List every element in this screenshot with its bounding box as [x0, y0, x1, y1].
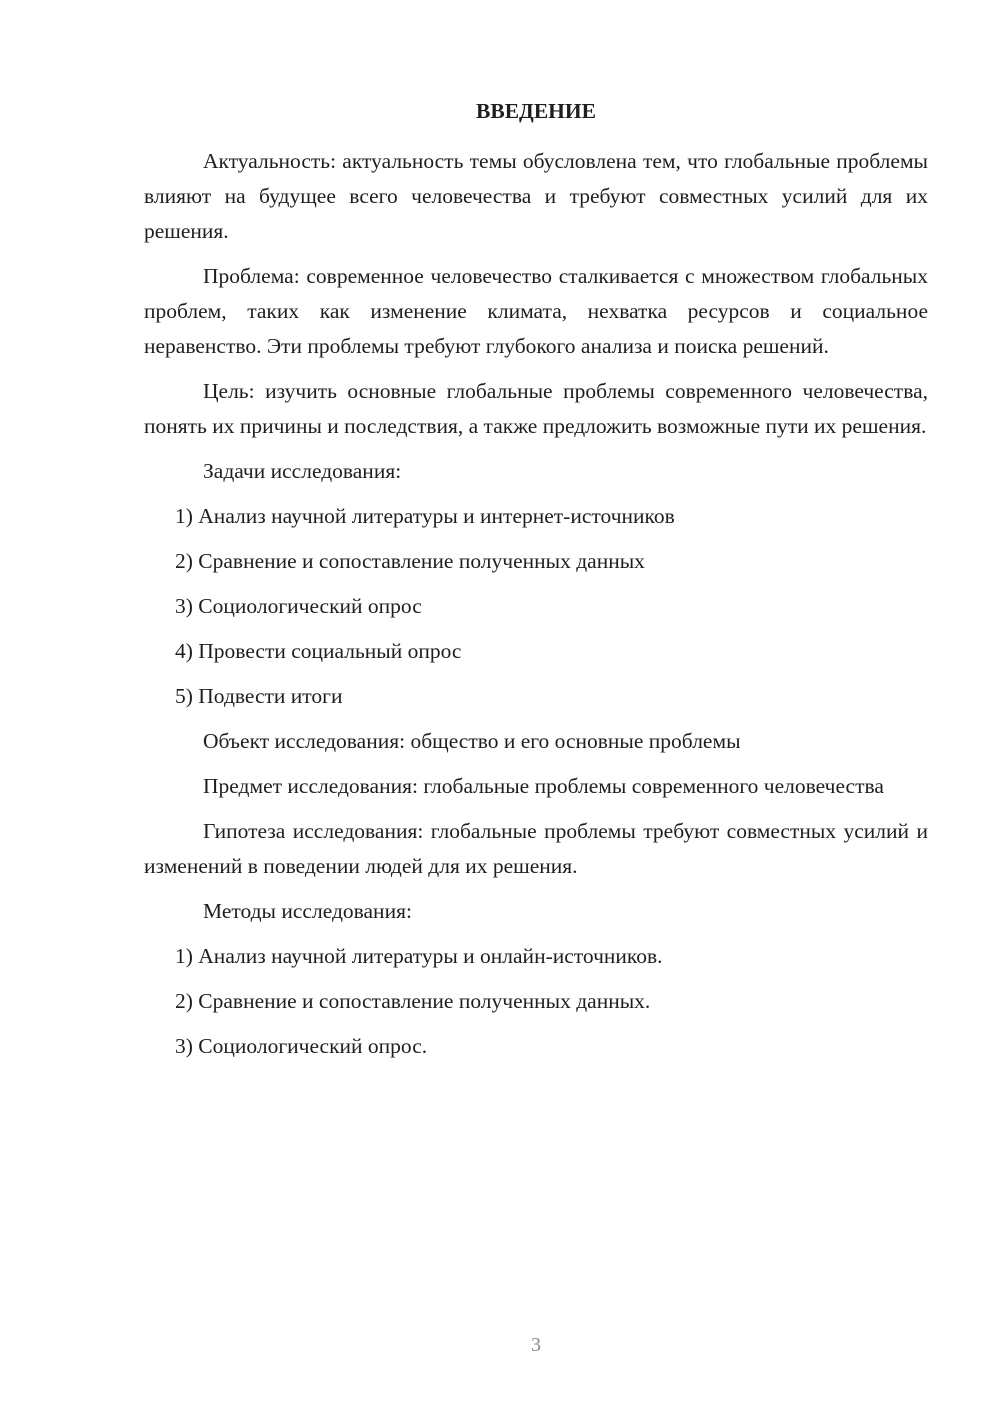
goal-paragraph: Цель: изучить основные глобальные проблемы современного человечества, понять их причины и последствия, а также предложить возможные пути их решения. — [144, 379, 928, 438]
problem-paragraph: Проблема: современное человечество сталкивается с множеством глобальных проблем, таких как изменение климата, нехватка ресурсов и социальное неравенство. Эти проблемы требуют глубокого анализа и поиска решений. — [144, 264, 928, 358]
list-item: 3) Социологический опрос — [175, 594, 422, 618]
page-number: 3 — [531, 1334, 541, 1356]
list-item: 4) Провести социальный опрос — [175, 639, 462, 663]
tasks-title: Задачи исследования: — [203, 459, 402, 483]
section-heading: ВВЕДЕНИЕ — [476, 99, 596, 123]
list-item: 5) Подвести итоги — [175, 684, 343, 708]
relevance-paragraph: Актуальность: актуальность темы обусловлена тем, что глобальные проблемы влияют на будущее всего человечества и требуют совместных усилий для их решения. — [144, 149, 928, 243]
list-item: 2) Сравнение и сопоставление полученных данных — [175, 549, 645, 573]
list-item: 1) Анализ научной литературы и онлайн-источников. — [175, 944, 663, 968]
methods-title: Методы исследования: — [203, 899, 412, 923]
list-item: 3) Социологический опрос. — [175, 1034, 428, 1058]
list-item: 2) Сравнение и сопоставление полученных данных. — [175, 989, 651, 1013]
methods-list — [144, 939, 928, 1064]
page-content — [144, 96, 928, 1074]
hypothesis-paragraph: Гипотеза исследования: глобальные проблемы требуют совместных усилий и изменений в поведении людей для их решения. — [144, 819, 928, 878]
object-paragraph: Объект исследования: общество и его основные проблемы — [203, 729, 741, 753]
subject-paragraph: Предмет исследования: глобальные проблемы современного человечества — [203, 774, 884, 798]
list-item: 1) Анализ научной литературы и интернет-источников — [175, 504, 675, 528]
tasks-list — [144, 499, 928, 714]
